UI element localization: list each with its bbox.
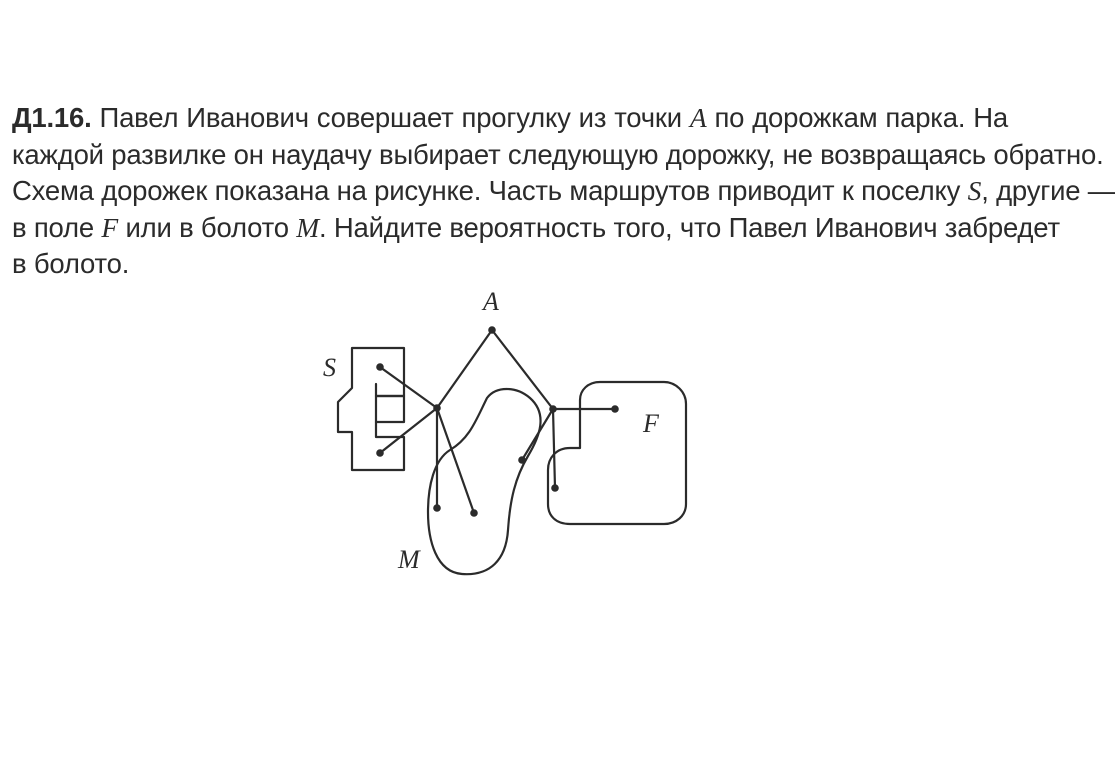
problem-number: Д1.16. — [12, 102, 92, 133]
path-left-fork-to-s2 — [380, 408, 437, 453]
text-fragment: по дорожкам парка. На — [706, 102, 1008, 133]
village-notch — [376, 396, 404, 422]
node-f2 — [551, 484, 559, 492]
node-s1 — [376, 363, 384, 371]
swamp-outline — [428, 389, 541, 574]
text-fragment: Схема дорожек показана на рисунке. Часть маршрутов приводит к поселку — [12, 175, 968, 206]
text-fragment: в болото. — [12, 248, 130, 279]
node-m1 — [433, 504, 441, 512]
variable-m: M — [296, 211, 319, 243]
text-fragment: , другие — — [981, 175, 1115, 206]
node-a — [488, 326, 496, 334]
path-right-fork-to-f2 — [553, 409, 555, 488]
label-a: A — [483, 287, 499, 316]
node-m3 — [518, 456, 526, 464]
node-left-fork — [433, 404, 441, 412]
field-outline — [548, 382, 686, 524]
text-fragment: . Найдите вероятность того, что Павел Иванович забредет — [318, 211, 1060, 243]
label-m: M — [398, 545, 420, 574]
variable-s: S — [967, 175, 982, 206]
text-fragment: Павел Иванович совершает прогулку из точки — [91, 102, 690, 133]
label-s: S — [323, 353, 336, 382]
variable-f: F — [101, 211, 119, 243]
label-f: F — [643, 409, 659, 438]
path-a-to-left-fork — [437, 330, 492, 408]
path-left-fork-to-s1 — [380, 367, 437, 408]
text-fragment: в поле — [12, 211, 102, 243]
path-right-fork-to-m3 — [522, 409, 553, 460]
path-a-to-right-fork — [492, 330, 553, 409]
node-f1 — [611, 405, 619, 413]
village-outline — [338, 348, 404, 470]
node-m2 — [470, 509, 478, 517]
variable-a: A — [689, 102, 707, 133]
text-fragment: каждой развилке он наудачу выбирает следующую дорожку, не возвращаясь обратно. — [12, 138, 1104, 170]
text-fragment: или в болото — [118, 211, 297, 243]
path-left-fork-to-m2 — [437, 408, 474, 513]
node-s2 — [376, 449, 384, 457]
node-right-fork — [549, 405, 557, 413]
